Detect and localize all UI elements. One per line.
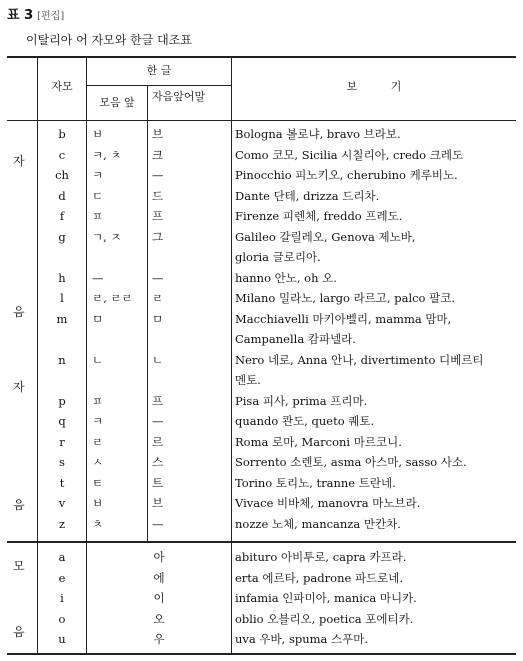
- table-number: 표 3: [7, 8, 34, 23]
- header-before-vowel: 모음 앞: [99, 96, 135, 109]
- before-consonant-cell: 브: [152, 496, 164, 510]
- rule-top: [7, 56, 516, 58]
- jamo-cell: l: [60, 291, 64, 305]
- before-vowel-cell: ㄹ: [92, 435, 104, 449]
- example-cell: Milano 밀라노, largo 라르고, palco 팔코.: [235, 291, 456, 305]
- example-cell: 멘토.: [235, 373, 261, 387]
- before-consonant-cell: —: [152, 517, 164, 531]
- example-cell: Sorrento 소렌토, asma 아스마, sasso 사소.: [235, 455, 467, 469]
- example-cell: uva 우바, spuma 스푸마.: [235, 632, 369, 646]
- example-cell: nozze 노체, mancanza 만칸차.: [235, 517, 401, 531]
- header-hangul: 한 글: [146, 64, 172, 77]
- example-cell: hanno 안노, oh 오.: [235, 271, 337, 285]
- jamo-cell: u: [58, 632, 66, 646]
- side-label-consonant: 자: [13, 154, 25, 168]
- jamo-cell: f: [59, 209, 65, 223]
- side-label-consonant: 자: [13, 380, 25, 394]
- before-consonant-cell: 스: [152, 455, 164, 469]
- example-cell: oblio 오블리오, poetica 포에티카.: [235, 612, 414, 626]
- side-label-vowel: 모: [13, 559, 25, 573]
- example-cell: Vivace 비바체, manovra 마노브라.: [235, 496, 421, 510]
- jamo-cell: z: [58, 517, 66, 531]
- before-vowel-cell: ㄷ: [92, 189, 104, 203]
- example-cell: Dante 단테, drizza 드리차.: [235, 189, 380, 203]
- before-consonant-cell: ㅁ: [152, 312, 164, 326]
- jamo-cell: h: [58, 271, 66, 285]
- hangul-cell: 이: [153, 591, 165, 605]
- example-cell: Pisa 피사, prima 프리마.: [235, 394, 368, 408]
- before-consonant-cell: —: [152, 414, 164, 428]
- before-vowel-cell: ㅍ: [92, 209, 104, 223]
- before-vowel-cell: ㄴ: [92, 353, 104, 367]
- example-cell: abituro 아비투로, capra 카프라.: [235, 550, 407, 564]
- before-consonant-cell: 크: [152, 148, 164, 162]
- before-vowel-cell: ㄹ, ㄹㄹ: [92, 291, 133, 305]
- example-cell: Campanella 캄파넬라.: [235, 332, 356, 346]
- jamo-cell: d: [58, 189, 66, 203]
- before-vowel-cell: ㅅ: [92, 455, 104, 469]
- jamo-cell: i: [60, 591, 64, 605]
- before-vowel-cell: ㅁ: [92, 312, 104, 326]
- example-cell: Firenze 피렌체, freddo 프레도.: [235, 209, 403, 223]
- jamo-cell: c: [58, 148, 66, 162]
- jamo-cell: o: [58, 612, 66, 626]
- hangul-cell: 에: [153, 571, 165, 585]
- example-cell: Galileo 갈릴레오, Genova 제노바,: [235, 230, 416, 244]
- side-label-vowel: 음: [13, 625, 25, 639]
- example-cell: infamia 인파미아, manica 마니카.: [235, 591, 417, 605]
- jamo-cell: b: [58, 127, 66, 141]
- rule-v2: [86, 57, 87, 654]
- hangul-cell: 우: [153, 632, 165, 646]
- before-consonant-cell: 르: [152, 435, 164, 449]
- example-cell: quando 콴도, queto 퀘토.: [235, 414, 375, 428]
- before-consonant-cell: 브: [152, 127, 164, 141]
- jamo-cell: r: [59, 435, 65, 449]
- before-vowel-cell: ㄱ, ㅈ: [92, 230, 122, 244]
- example-cell: gloria 글로리아.: [235, 250, 321, 264]
- before-vowel-cell: ㅌ: [92, 476, 104, 490]
- jamo-cell: t: [59, 476, 65, 490]
- before-consonant-cell: 그: [152, 230, 164, 244]
- side-label-consonant: 음: [13, 305, 25, 319]
- before-consonant-cell: —: [152, 168, 164, 182]
- before-vowel-cell: ㅂ: [92, 127, 104, 141]
- rule-v3: [147, 85, 148, 542]
- jamo-cell: ch: [55, 168, 69, 182]
- header-before-consonant: 자음앞어말: [152, 90, 206, 103]
- before-consonant-cell: 프: [152, 209, 164, 223]
- edit-link[interactable]: [편집]: [37, 11, 65, 22]
- before-consonant-cell: —: [152, 271, 164, 285]
- before-vowel-cell: ㅋ: [92, 414, 104, 428]
- jamo-cell: g: [58, 230, 66, 244]
- before-vowel-cell: ㅋ: [92, 168, 104, 182]
- example-cell: Nero 네로, Anna 안나, divertimento 디베르티: [235, 353, 484, 367]
- example-cell: Macchiavelli 마키아벨리, mamma 맘마,: [235, 312, 452, 326]
- jamo-cell: p: [58, 394, 66, 408]
- before-vowel-cell: ㅍ: [92, 394, 104, 408]
- rule-bottom: [7, 653, 516, 655]
- rule-header-bottom: [7, 120, 516, 121]
- side-label-consonant: 음: [13, 498, 25, 512]
- before-consonant-cell: ㄹ: [152, 291, 164, 305]
- jamo-cell: v: [58, 496, 66, 510]
- hangul-cell: 아: [153, 550, 165, 564]
- rule-section: [7, 541, 516, 543]
- jamo-cell: q: [58, 414, 66, 428]
- example-cell: Torino 토리노, tranne 트란네.: [235, 476, 396, 490]
- jamo-cell: e: [58, 571, 66, 585]
- before-vowel-cell: —: [92, 271, 104, 285]
- table-heading: [7, 4, 64, 23]
- header-jamo: 자모: [51, 80, 73, 93]
- before-consonant-cell: 드: [152, 189, 164, 203]
- jamo-cell: n: [58, 353, 66, 367]
- before-consonant-cell: 프: [152, 394, 164, 408]
- example-cell: erta 에르타, padrone 파드로네.: [235, 571, 404, 585]
- hangul-cell: 오: [153, 612, 165, 626]
- example-cell: Como 코모, Sicilia 시칠리아, credo 크레도: [235, 148, 464, 162]
- table-caption: 이탈리아 어 자모와 한글 대조표: [26, 33, 192, 47]
- rule-hangul-sub: [86, 85, 231, 86]
- rule-v4: [231, 57, 232, 654]
- header-example: 보 기: [346, 80, 402, 93]
- before-vowel-cell: ㅂ: [92, 496, 104, 510]
- before-consonant-cell: ㄴ: [152, 353, 164, 367]
- jamo-cell: s: [59, 455, 65, 469]
- before-vowel-cell: ㅋ, ㅊ: [92, 148, 122, 162]
- example-cell: Roma 로마, Marconi 마르코니.: [235, 435, 402, 449]
- example-cell: Bologna 볼로냐, bravo 브라보.: [235, 127, 401, 141]
- before-vowel-cell: ㅊ: [92, 517, 104, 531]
- jamo-cell: a: [58, 550, 66, 564]
- before-consonant-cell: 트: [152, 476, 164, 490]
- jamo-cell: m: [56, 312, 68, 326]
- example-cell: Pinocchio 피노키오, cherubino 케루비노.: [235, 168, 458, 182]
